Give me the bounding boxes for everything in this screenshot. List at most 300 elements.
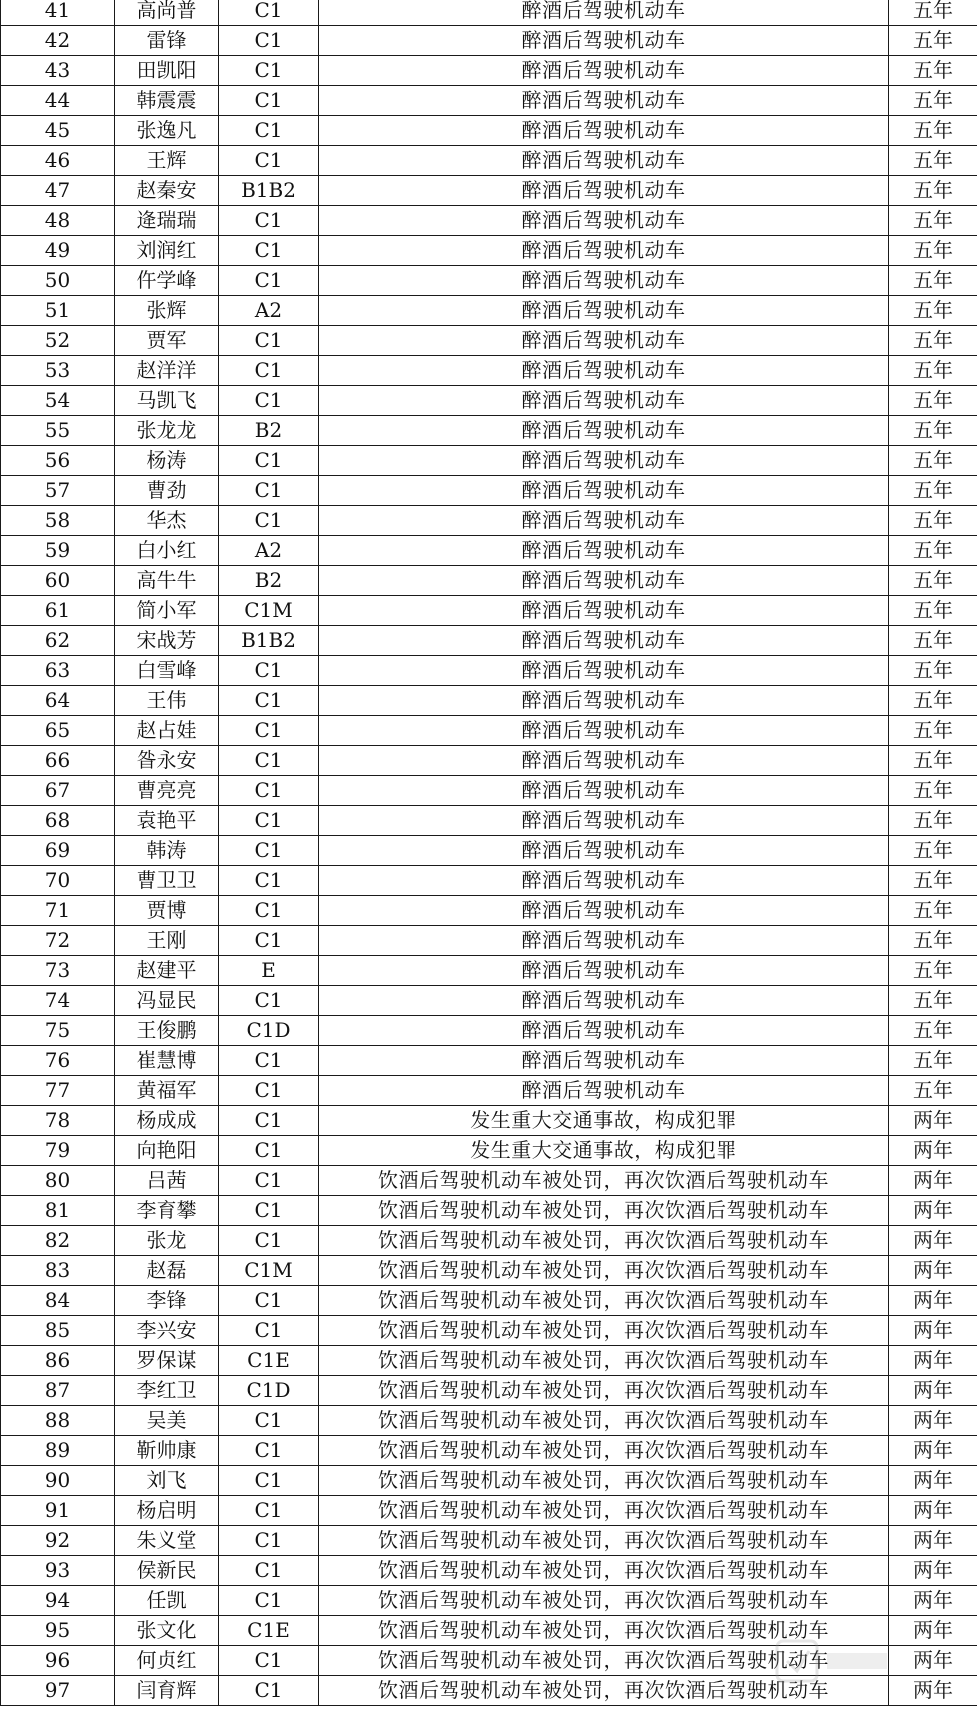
revocation-reason-cell: 醉酒后驾驶机动车 [319,506,889,536]
table-row [1,1556,977,1586]
revocation-reason-cell: 饮酒后驾驶机动车被处罚，再次饮酒后驾驶机动车 [319,1676,889,1706]
table-row [1,686,977,716]
driver-name-cell: 吴美 [115,1406,219,1436]
revocation-reason-cell: 醉酒后驾驶机动车 [319,536,889,566]
license-class-cell: C1D [219,1376,319,1406]
license-class-cell: B2 [219,416,319,446]
reapply-restriction-cell: 两年 [889,1676,977,1706]
reapply-restriction-cell: 五年 [889,1076,977,1106]
license-class-cell: B1B2 [219,626,319,656]
table-row [1,1166,977,1196]
driver-name-cell: 吕茜 [115,1166,219,1196]
license-class-cell: C1 [219,1676,319,1706]
serial-number-cell: 53 [1,356,115,386]
table-row [1,626,977,656]
license-class-cell: B2 [219,566,319,596]
reapply-restriction-cell: 五年 [889,986,977,1016]
revocation-reason-cell: 醉酒后驾驶机动车 [319,26,889,56]
revocation-reason-cell: 饮酒后驾驶机动车被处罚，再次饮酒后驾驶机动车 [319,1466,889,1496]
driver-name-cell: 简小军 [115,596,219,626]
reapply-restriction-cell: 五年 [889,206,977,236]
revocation-reason-cell: 饮酒后驾驶机动车被处罚，再次饮酒后驾驶机动车 [319,1436,889,1466]
serial-number-cell: 61 [1,596,115,626]
reapply-restriction-cell: 五年 [889,566,977,596]
reapply-restriction-cell: 五年 [889,116,977,146]
driver-name-cell: 罗保谋 [115,1346,219,1376]
serial-number-cell: 45 [1,116,115,146]
reapply-restriction-cell: 两年 [889,1646,977,1676]
reapply-restriction-cell: 五年 [889,56,977,86]
table-row [1,596,977,626]
reapply-restriction-cell: 两年 [889,1106,977,1136]
serial-number-cell: 77 [1,1076,115,1106]
revocation-reason-cell: 醉酒后驾驶机动车 [319,776,889,806]
serial-number-cell: 85 [1,1316,115,1346]
serial-number-cell: 55 [1,416,115,446]
table-row [1,926,977,956]
driver-name-cell: 崔慧博 [115,1046,219,1076]
driver-name-cell: 杨成成 [115,1106,219,1136]
license-class-cell: C1 [219,0,319,26]
license-class-cell: C1 [219,1286,319,1316]
license-class-cell: C1 [219,866,319,896]
revocation-reason-cell: 饮酒后驾驶机动车被处罚，再次饮酒后驾驶机动车 [319,1586,889,1616]
license-class-cell: C1 [219,1526,319,1556]
reapply-restriction-cell: 五年 [889,506,977,536]
revocation-reason-cell: 醉酒后驾驶机动车 [319,116,889,146]
serial-number-cell: 58 [1,506,115,536]
serial-number-cell: 82 [1,1226,115,1256]
serial-number-cell: 78 [1,1106,115,1136]
table-row [1,1076,977,1106]
serial-number-cell: 47 [1,176,115,206]
revocation-reason-cell: 醉酒后驾驶机动车 [319,1076,889,1106]
license-class-cell: C1 [219,506,319,536]
reapply-restriction-cell: 五年 [889,416,977,446]
license-class-cell: C1E [219,1346,319,1376]
driver-name-cell: 赵秦安 [115,176,219,206]
driver-name-cell: 赵洋洋 [115,356,219,386]
revocation-reason-cell: 醉酒后驾驶机动车 [319,896,889,926]
revocation-reason-cell: 醉酒后驾驶机动车 [319,956,889,986]
driver-name-cell: 曹卫卫 [115,866,219,896]
reapply-restriction-cell: 两年 [889,1196,977,1226]
reapply-restriction-cell: 两年 [889,1316,977,1346]
reapply-restriction-cell: 五年 [889,956,977,986]
table-row [1,116,977,146]
driver-name-cell: 韩涛 [115,836,219,866]
driver-name-cell: 张逸凡 [115,116,219,146]
reapply-restriction-cell: 五年 [889,1046,977,1076]
license-class-cell: C1 [219,86,319,116]
revocation-reason-cell: 饮酒后驾驶机动车被处罚，再次饮酒后驾驶机动车 [319,1406,889,1436]
reapply-restriction-cell: 五年 [889,476,977,506]
driver-name-cell: 张文化 [115,1616,219,1646]
revocation-reason-cell: 饮酒后驾驶机动车被处罚，再次饮酒后驾驶机动车 [319,1526,889,1556]
serial-number-cell: 74 [1,986,115,1016]
table-row [1,1136,977,1166]
driver-name-cell: 李锋 [115,1286,219,1316]
serial-number-cell: 83 [1,1256,115,1286]
revocation-reason-cell: 饮酒后驾驶机动车被处罚，再次饮酒后驾驶机动车 [319,1166,889,1196]
license-class-cell: C1 [219,1106,319,1136]
reapply-restriction-cell: 两年 [889,1376,977,1406]
revocation-reason-cell: 饮酒后驾驶机动车被处罚，再次饮酒后驾驶机动车 [319,1226,889,1256]
reapply-restriction-cell: 五年 [889,656,977,686]
driver-name-cell: 赵建平 [115,956,219,986]
driver-name-cell: 贾博 [115,896,219,926]
revocation-reason-cell: 饮酒后驾驶机动车被处罚，再次饮酒后驾驶机动车 [319,1286,889,1316]
driver-name-cell: 逄瑞瑞 [115,206,219,236]
table-row [1,1586,977,1616]
table-row [1,566,977,596]
table-row [1,1016,977,1046]
serial-number-cell: 42 [1,26,115,56]
reapply-restriction-cell: 五年 [889,596,977,626]
driver-name-cell: 昝永安 [115,746,219,776]
reapply-restriction-cell: 五年 [889,536,977,566]
revocation-reason-cell: 醉酒后驾驶机动车 [319,1016,889,1046]
driver-name-cell: 王辉 [115,146,219,176]
driver-name-cell: 李兴安 [115,1316,219,1346]
driver-name-cell: 张辉 [115,296,219,326]
driver-name-cell: 田凯阳 [115,56,219,86]
revocation-reason-cell: 醉酒后驾驶机动车 [319,86,889,116]
driver-name-cell: 刘润红 [115,236,219,266]
reapply-restriction-cell: 两年 [889,1226,977,1256]
license-class-cell: C1 [219,776,319,806]
table-row [1,656,977,686]
reapply-restriction-cell: 五年 [889,866,977,896]
license-class-cell: C1 [219,26,319,56]
table-row [1,1436,977,1466]
reapply-restriction-cell: 两年 [889,1166,977,1196]
revocation-reason-cell: 醉酒后驾驶机动车 [319,146,889,176]
license-class-cell: C1 [219,1076,319,1106]
license-class-cell: C1 [219,1316,319,1346]
driver-name-cell: 曹劲 [115,476,219,506]
serial-number-cell: 68 [1,806,115,836]
license-class-cell: C1 [219,1226,319,1256]
serial-number-cell: 87 [1,1376,115,1406]
driver-name-cell: 张龙龙 [115,416,219,446]
serial-number-cell: 44 [1,86,115,116]
license-class-cell: C1 [219,1436,319,1466]
revocation-reason-cell: 醉酒后驾驶机动车 [319,356,889,386]
table-row [1,1226,977,1256]
reapply-restriction-cell: 五年 [889,296,977,326]
table-row [1,986,977,1016]
serial-number-cell: 52 [1,326,115,356]
reapply-restriction-cell: 两年 [889,1346,977,1376]
reapply-restriction-cell: 五年 [889,716,977,746]
license-class-cell: C1 [219,476,319,506]
table-row [1,146,977,176]
reapply-restriction-cell: 五年 [889,446,977,476]
driver-name-cell: 李红卫 [115,1376,219,1406]
driver-name-cell: 向艳阳 [115,1136,219,1166]
table-row [1,956,977,986]
table-row [1,476,977,506]
driver-name-cell: 冯显民 [115,986,219,1016]
revocation-reason-cell: 饮酒后驾驶机动车被处罚，再次饮酒后驾驶机动车 [319,1376,889,1406]
license-class-cell: C1 [219,986,319,1016]
serial-number-cell: 86 [1,1346,115,1376]
table-row [1,446,977,476]
serial-number-cell: 89 [1,1436,115,1466]
table-row [1,776,977,806]
license-class-cell: C1 [219,1556,319,1586]
revocation-reason-cell: 饮酒后驾驶机动车被处罚，再次饮酒后驾驶机动车 [319,1256,889,1286]
driver-name-cell: 仵学峰 [115,266,219,296]
revocation-reason-cell: 醉酒后驾驶机动车 [319,716,889,746]
table-row [1,1496,977,1526]
revocation-reason-cell: 醉酒后驾驶机动车 [319,806,889,836]
license-class-cell: C1 [219,1586,319,1616]
driver-name-cell: 任凯 [115,1586,219,1616]
license-class-cell: C1 [219,206,319,236]
serial-number-cell: 72 [1,926,115,956]
revocation-reason-cell: 发生重大交通事故，构成犯罪 [319,1136,889,1166]
license-class-cell: C1M [219,1256,319,1286]
license-class-cell: C1 [219,1646,319,1676]
table-row [1,236,977,266]
license-class-cell: C1 [219,1166,319,1196]
serial-number-cell: 50 [1,266,115,296]
license-class-cell: C1 [219,1496,319,1526]
serial-number-cell: 69 [1,836,115,866]
license-class-cell: A2 [219,296,319,326]
serial-number-cell: 76 [1,1046,115,1076]
table-row [1,1526,977,1556]
serial-number-cell: 65 [1,716,115,746]
serial-number-cell: 90 [1,1466,115,1496]
table-row [1,386,977,416]
serial-number-cell: 57 [1,476,115,506]
reapply-restriction-cell: 五年 [889,806,977,836]
serial-number-cell: 66 [1,746,115,776]
reapply-restriction-cell: 两年 [889,1466,977,1496]
table-row [1,416,977,446]
table-row [1,1316,977,1346]
reapply-restriction-cell: 两年 [889,1616,977,1646]
driver-name-cell: 白小红 [115,536,219,566]
revocation-reason-cell: 醉酒后驾驶机动车 [319,266,889,296]
driver-name-cell: 韩震震 [115,86,219,116]
table-row [1,836,977,866]
driver-name-cell: 华杰 [115,506,219,536]
serial-number-cell: 70 [1,866,115,896]
driver-name-cell: 赵磊 [115,1256,219,1286]
reapply-restriction-cell: 两年 [889,1406,977,1436]
table-row [1,1106,977,1136]
reapply-restriction-cell: 五年 [889,626,977,656]
reapply-restriction-cell: 五年 [889,326,977,356]
revocation-reason-cell: 醉酒后驾驶机动车 [319,476,889,506]
revocation-reason-cell: 醉酒后驾驶机动车 [319,836,889,866]
license-class-cell: C1 [219,326,319,356]
table-row [1,1466,977,1496]
driver-name-cell: 闫育辉 [115,1676,219,1706]
reapply-restriction-cell: 五年 [889,746,977,776]
license-class-cell: C1 [219,716,319,746]
driver-name-cell: 高牛牛 [115,566,219,596]
driver-name-cell: 杨启明 [115,1496,219,1526]
table-row [1,896,977,926]
revocation-reason-cell: 醉酒后驾驶机动车 [319,866,889,896]
reapply-restriction-cell: 五年 [889,86,977,116]
reapply-restriction-cell: 两年 [889,1526,977,1556]
table-row [1,506,977,536]
driver-name-cell: 白雪峰 [115,656,219,686]
serial-number-cell: 60 [1,566,115,596]
table-row [1,0,977,26]
revocation-reason-cell: 饮酒后驾驶机动车被处罚，再次饮酒后驾驶机动车 [319,1556,889,1586]
revocation-reason-cell: 饮酒后驾驶机动车被处罚，再次饮酒后驾驶机动车 [319,1496,889,1526]
table-row [1,326,977,356]
driver-name-cell: 宋战芳 [115,626,219,656]
table-row [1,716,977,746]
revocation-reason-cell: 饮酒后驾驶机动车被处罚，再次饮酒后驾驶机动车 [319,1196,889,1226]
driver-name-cell: 雷锋 [115,26,219,56]
reapply-restriction-cell: 两年 [889,1286,977,1316]
revocation-reason-cell: 饮酒后驾驶机动车被处罚，再次饮酒后驾驶机动车 [319,1646,889,1676]
serial-number-cell: 63 [1,656,115,686]
reapply-restriction-cell: 五年 [889,386,977,416]
table-row [1,56,977,86]
table-row [1,266,977,296]
license-class-cell: C1 [219,1406,319,1436]
serial-number-cell: 46 [1,146,115,176]
driver-name-cell: 朱义堂 [115,1526,219,1556]
revocation-reason-cell: 醉酒后驾驶机动车 [319,656,889,686]
serial-number-cell: 91 [1,1496,115,1526]
reapply-restriction-cell: 五年 [889,236,977,266]
reapply-restriction-cell: 两年 [889,1136,977,1166]
serial-number-cell: 84 [1,1286,115,1316]
watermark-logo [773,1631,893,1691]
license-class-cell: B1B2 [219,176,319,206]
table-row [1,296,977,326]
roster-table-body [1,0,977,1706]
reapply-restriction-cell: 两年 [889,1436,977,1466]
license-class-cell: C1 [219,116,319,146]
license-class-cell: C1 [219,56,319,86]
license-class-cell: C1M [219,596,319,626]
serial-number-cell: 88 [1,1406,115,1436]
driver-name-cell: 王刚 [115,926,219,956]
license-class-cell: C1 [219,806,319,836]
driver-name-cell: 贾军 [115,326,219,356]
serial-number-cell: 92 [1,1526,115,1556]
serial-number-cell: 56 [1,446,115,476]
serial-number-cell: 73 [1,956,115,986]
license-class-cell: C1 [219,1046,319,1076]
revocation-reason-cell: 醉酒后驾驶机动车 [319,746,889,776]
license-class-cell: C1 [219,1196,319,1226]
reapply-restriction-cell: 两年 [889,1556,977,1586]
license-class-cell: C1 [219,146,319,176]
license-class-cell: C1 [219,266,319,296]
driver-name-cell: 杨涛 [115,446,219,476]
license-class-cell: C1E [219,1616,319,1646]
license-class-cell: C1 [219,236,319,266]
driver-name-cell: 张龙 [115,1226,219,1256]
revocation-reason-cell: 醉酒后驾驶机动车 [319,626,889,656]
serial-number-cell: 43 [1,56,115,86]
revocation-reason-cell: 醉酒后驾驶机动车 [319,176,889,206]
serial-number-cell: 95 [1,1616,115,1646]
revocation-reason-cell: 醉酒后驾驶机动车 [319,446,889,476]
reapply-restriction-cell: 两年 [889,1256,977,1286]
serial-number-cell: 71 [1,896,115,926]
table-row [1,26,977,56]
table-row [1,866,977,896]
table-row [1,1196,977,1226]
serial-number-cell: 81 [1,1196,115,1226]
serial-number-cell: 79 [1,1136,115,1166]
table-row [1,86,977,116]
license-class-cell: C1 [219,386,319,416]
driver-name-cell: 高尚普 [115,0,219,26]
driver-name-cell: 袁艳平 [115,806,219,836]
revocation-reason-cell: 醉酒后驾驶机动车 [319,326,889,356]
table-row [1,1256,977,1286]
table-row [1,746,977,776]
driver-name-cell: 侯新民 [115,1556,219,1586]
license-class-cell: C1 [219,656,319,686]
serial-number-cell: 64 [1,686,115,716]
revocation-reason-cell: 醉酒后驾驶机动车 [319,566,889,596]
revocation-reason-cell: 醉酒后驾驶机动车 [319,0,889,26]
table-row [1,1046,977,1076]
table-row [1,176,977,206]
revocation-reason-cell: 饮酒后驾驶机动车被处罚，再次饮酒后驾驶机动车 [319,1616,889,1646]
reapply-restriction-cell: 五年 [889,896,977,926]
license-class-cell: A2 [219,536,319,566]
driver-name-cell: 马凯飞 [115,386,219,416]
driver-name-cell: 刘飞 [115,1466,219,1496]
reapply-restriction-cell: 五年 [889,686,977,716]
license-class-cell: E [219,956,319,986]
license-class-cell: C1 [219,1136,319,1166]
serial-number-cell: 93 [1,1556,115,1586]
serial-number-cell: 94 [1,1586,115,1616]
serial-number-cell: 80 [1,1166,115,1196]
revocation-reason-cell: 醉酒后驾驶机动车 [319,416,889,446]
reapply-restriction-cell: 五年 [889,146,977,176]
reapply-restriction-cell: 五年 [889,356,977,386]
revocation-reason-cell: 醉酒后驾驶机动车 [319,1046,889,1076]
revocation-reason-cell: 发生重大交通事故，构成犯罪 [319,1106,889,1136]
driver-name-cell: 王俊鹏 [115,1016,219,1046]
reapply-restriction-cell: 五年 [889,26,977,56]
license-class-cell: C1 [219,746,319,776]
license-class-cell: C1 [219,1466,319,1496]
license-class-cell: C1 [219,686,319,716]
serial-number-cell: 51 [1,296,115,326]
driver-name-cell: 李育攀 [115,1196,219,1226]
serial-number-cell: 54 [1,386,115,416]
revocation-reason-cell: 醉酒后驾驶机动车 [319,926,889,956]
reapply-restriction-cell: 五年 [889,0,977,26]
serial-number-cell: 41 [1,0,115,26]
table-row [1,206,977,236]
license-class-cell: C1 [219,446,319,476]
revocation-reason-cell: 饮酒后驾驶机动车被处罚，再次饮酒后驾驶机动车 [319,1316,889,1346]
table-row [1,1406,977,1436]
revocation-reason-cell: 醉酒后驾驶机动车 [319,296,889,326]
